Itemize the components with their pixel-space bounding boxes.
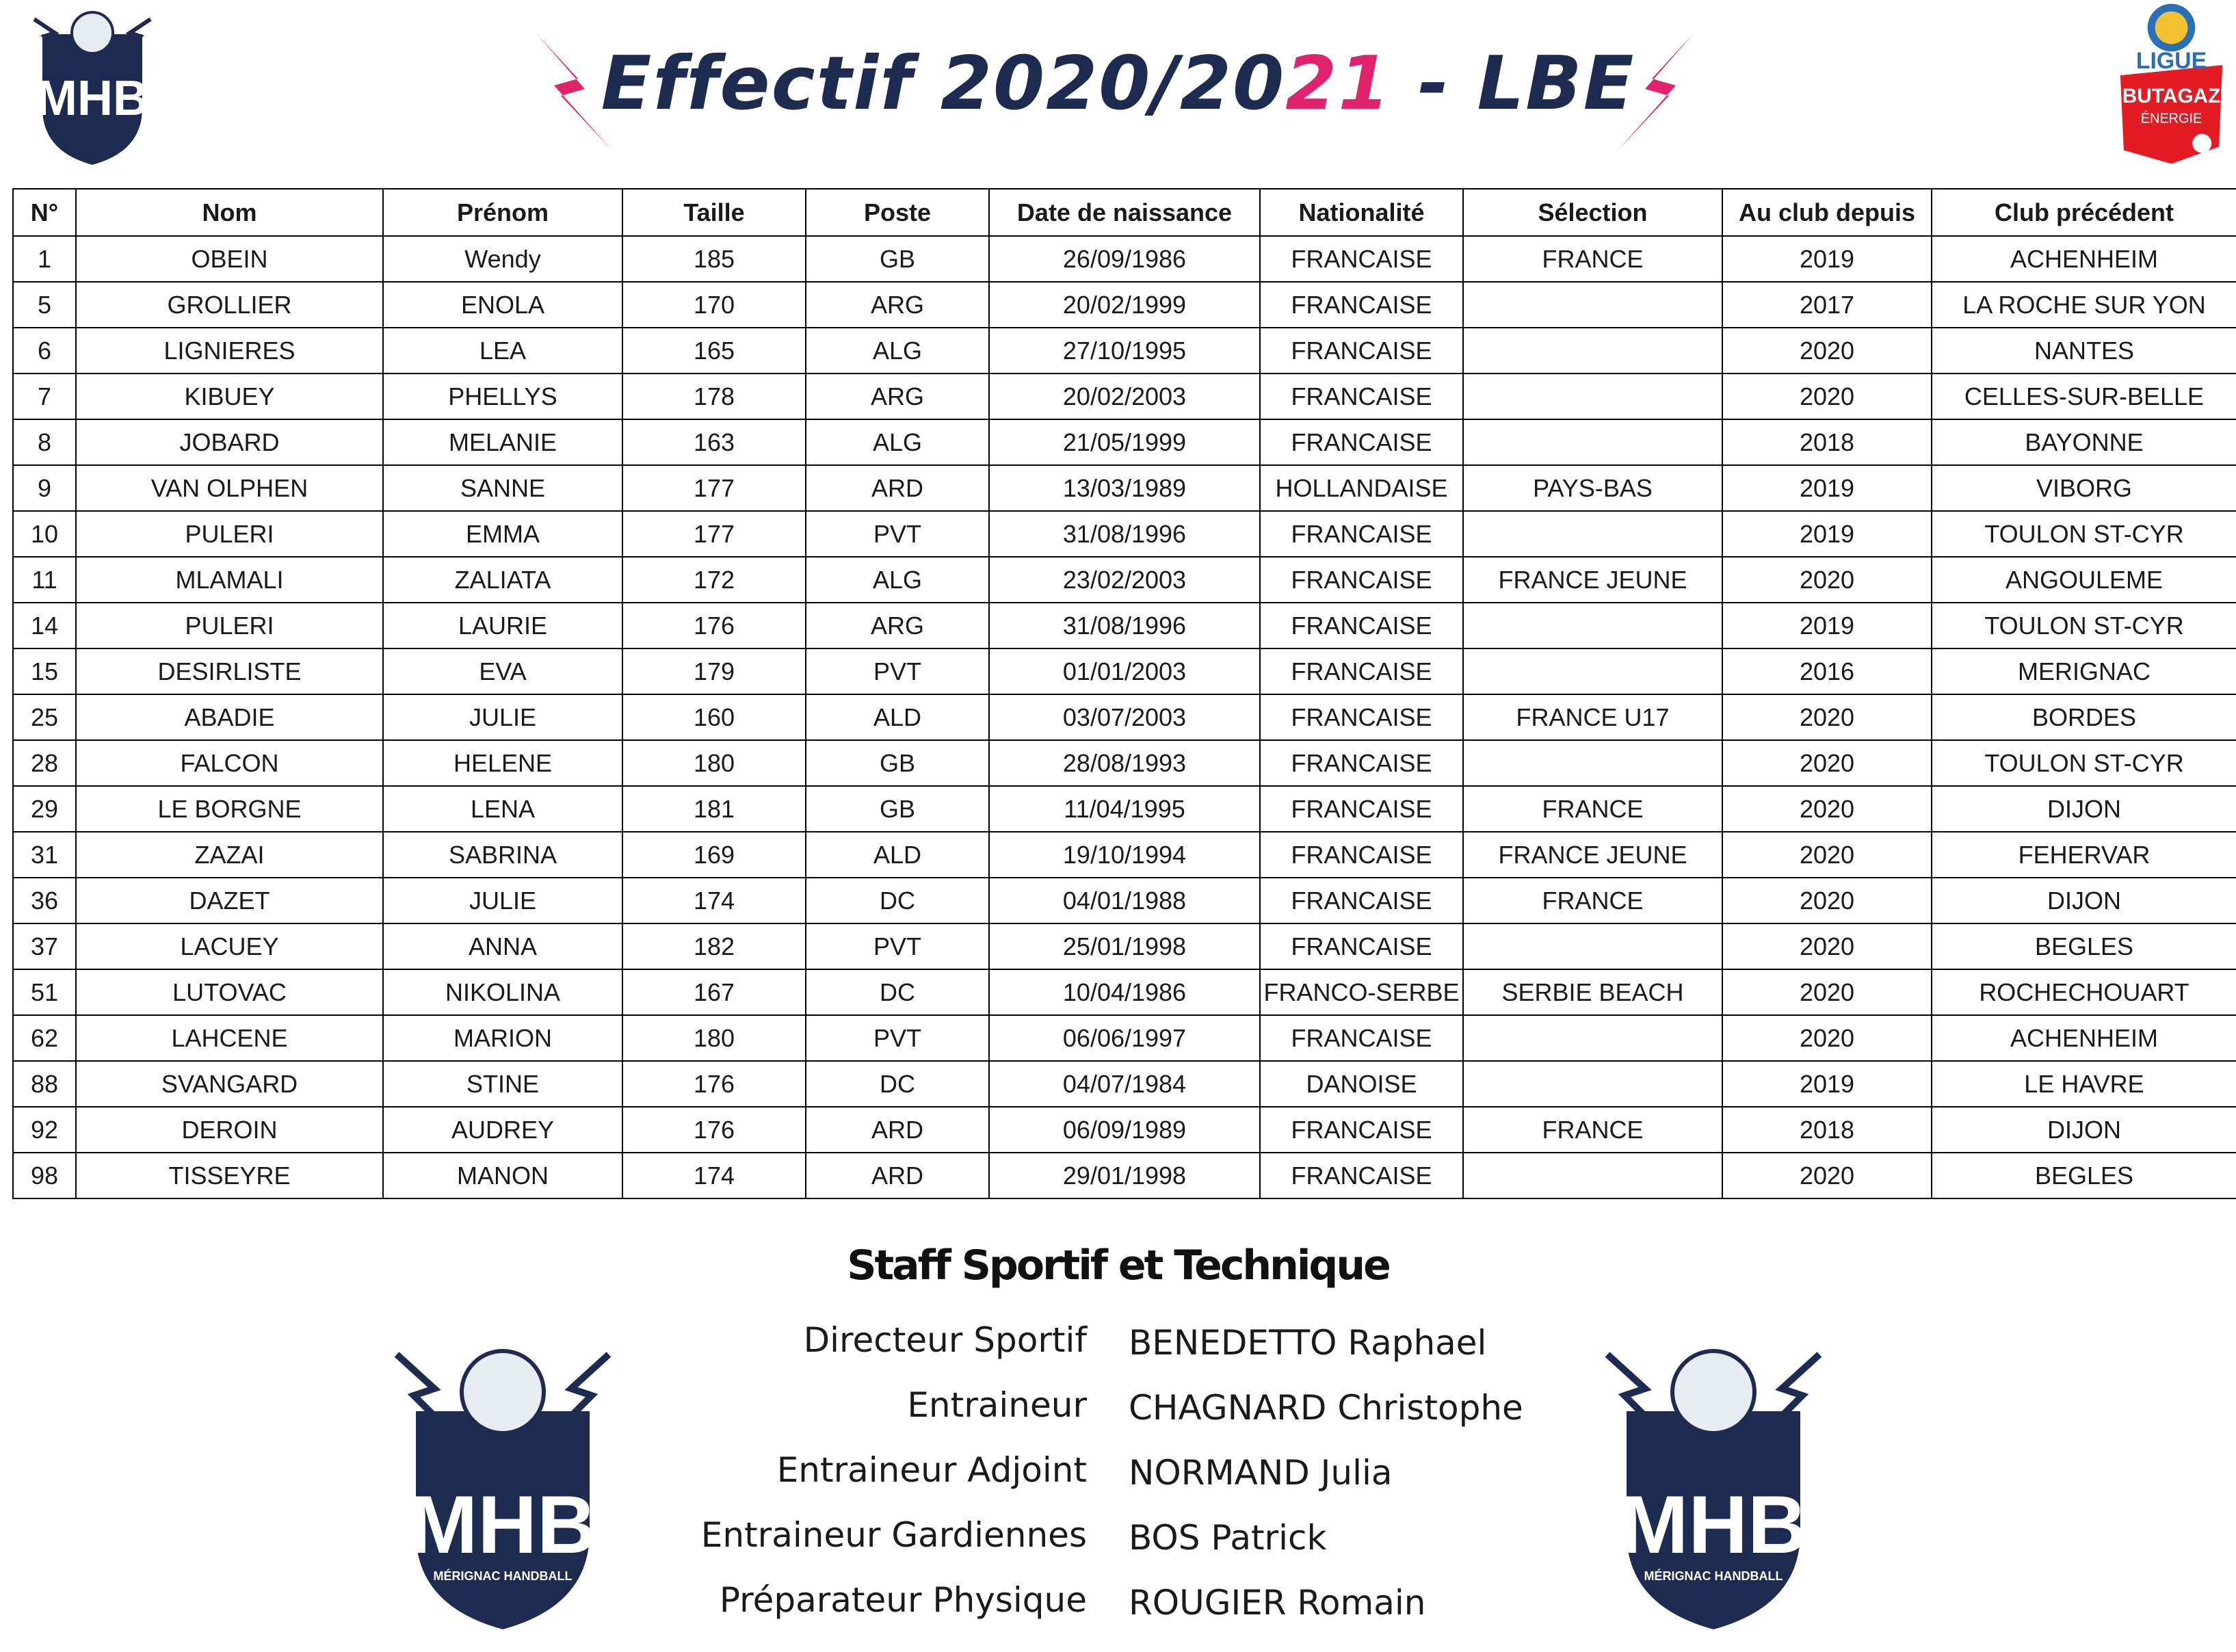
table-cell: PVT: [806, 923, 989, 969]
table-cell: 29/01/1998: [989, 1153, 1260, 1198]
table-cell: 11/04/1995: [989, 786, 1260, 832]
table-cell: FRANCAISE: [1260, 878, 1463, 923]
table-cell: 176: [622, 603, 806, 648]
table-cell: MANON: [383, 1153, 622, 1198]
table-cell: PVT: [806, 1015, 989, 1061]
table-cell: 23/02/2003: [989, 557, 1260, 603]
table-row: [13, 511, 2236, 557]
table-cell: DC: [806, 969, 989, 1015]
table-row: [13, 878, 2236, 923]
table-cell: PHELLYS: [383, 373, 622, 419]
table-cell: 21/05/1999: [989, 419, 1260, 465]
table-cell: 179: [622, 648, 806, 694]
table-cell: GB: [806, 740, 989, 786]
table-cell: 62: [13, 1015, 76, 1061]
table-cell: DIJON: [1932, 786, 2236, 832]
table-cell: 37: [13, 923, 76, 969]
table-cell: ARD: [806, 1107, 989, 1153]
table-cell: 28/08/1993: [989, 740, 1260, 786]
column-header: N°: [13, 189, 76, 236]
table-row: [13, 236, 2236, 282]
club-logo: [1604, 1334, 1823, 1635]
page-title: [0, 41, 2236, 127]
title-suffix: - LBE: [1391, 41, 1635, 127]
roster-body: [13, 236, 2236, 1198]
table-cell: EMMA: [383, 511, 622, 557]
staff-role: Entraineur Gardiennes: [700, 1515, 1087, 1555]
table-cell: [1463, 923, 1722, 969]
staff-name: BOS Patrick: [1129, 1518, 1327, 1558]
table-cell: PVT: [806, 511, 989, 557]
table-cell: LE HAVRE: [1932, 1061, 2236, 1107]
table-cell: 26/09/1986: [989, 236, 1260, 282]
table-cell: 36: [13, 878, 76, 923]
table-cell: FRANCAISE: [1260, 923, 1463, 969]
table-cell: 11: [13, 557, 76, 603]
table-cell: SANNE: [383, 465, 622, 511]
table-row: [13, 603, 2236, 648]
table-cell: JOBARD: [76, 419, 383, 465]
table-row: [13, 419, 2236, 465]
table-cell: LIGNIERES: [76, 328, 383, 373]
table-cell: 176: [622, 1107, 806, 1153]
table-cell: BAYONNE: [1932, 419, 2236, 465]
table-cell: FRANCAISE: [1260, 373, 1463, 419]
table-cell: [1463, 419, 1722, 465]
table-cell: [1463, 511, 1722, 557]
table-cell: FRANCAISE: [1260, 740, 1463, 786]
table-cell: 172: [622, 557, 806, 603]
table-cell: 29: [13, 786, 76, 832]
table-cell: 182: [622, 923, 806, 969]
table-cell: [1463, 648, 1722, 694]
table-cell: 2019: [1722, 1061, 1932, 1107]
table-cell: DAZET: [76, 878, 383, 923]
table-cell: 2020: [1722, 969, 1932, 1015]
header-row: [13, 189, 2236, 236]
staff-name: NORMAND Julia: [1129, 1453, 1393, 1493]
table-cell: MERIGNAC: [1932, 648, 2236, 694]
table-cell: [1463, 740, 1722, 786]
table-cell: DEROIN: [76, 1107, 383, 1153]
table-cell: EVA: [383, 648, 622, 694]
table-cell: 177: [622, 465, 806, 511]
table-cell: LE BORGNE: [76, 786, 383, 832]
table-cell: 9: [13, 465, 76, 511]
table-cell: 180: [622, 740, 806, 786]
table-cell: PULERI: [76, 603, 383, 648]
table-cell: FRANCAISE: [1260, 832, 1463, 878]
table-cell: 176: [622, 1061, 806, 1107]
table-cell: 165: [622, 328, 806, 373]
table-row: [13, 694, 2236, 740]
column-header: Poste: [806, 189, 989, 236]
table-cell: FRANCAISE: [1260, 1015, 1463, 1061]
table-cell: 14: [13, 603, 76, 648]
table-cell: FRANCE JEUNE: [1463, 557, 1722, 603]
table-cell: FRANCAISE: [1260, 419, 1463, 465]
table-cell: MARION: [383, 1015, 622, 1061]
table-cell: 174: [622, 878, 806, 923]
club-logo-subtitle: MÉRIGNAC HANDBALL: [433, 1569, 573, 1583]
table-cell: 2016: [1722, 648, 1932, 694]
table-cell: ARD: [806, 465, 989, 511]
table-cell: FRANCAISE: [1260, 603, 1463, 648]
table-cell: FRANCE: [1463, 236, 1722, 282]
table-cell: JULIE: [383, 694, 622, 740]
table-cell: STINE: [383, 1061, 622, 1107]
table-cell: FRANCAISE: [1260, 557, 1463, 603]
table-cell: ARG: [806, 282, 989, 328]
table-cell: TOULON ST-CYR: [1932, 511, 2236, 557]
table-cell: FRANCAISE: [1260, 236, 1463, 282]
table-cell: PULERI: [76, 511, 383, 557]
table-cell: 2020: [1722, 923, 1932, 969]
table-row: [13, 832, 2236, 878]
table-cell: 19/10/1994: [989, 832, 1260, 878]
table-cell: LA ROCHE SUR YON: [1932, 282, 2236, 328]
table-cell: ALD: [806, 832, 989, 878]
table-cell: GB: [806, 786, 989, 832]
table-cell: 178: [622, 373, 806, 419]
table-cell: FRANCAISE: [1260, 786, 1463, 832]
ligue-logo-line-3: ÉNERGIE: [2140, 111, 2202, 127]
table-cell: HOLLANDAISE: [1260, 465, 1463, 511]
table-cell: ZAZAI: [76, 832, 383, 878]
table-cell: SABRINA: [383, 832, 622, 878]
table-cell: 27/10/1995: [989, 328, 1260, 373]
table-cell: DIJON: [1932, 878, 2236, 923]
club-logo-text: MHB: [36, 71, 148, 126]
staff-role: Directeur Sportif: [803, 1320, 1087, 1360]
table-cell: LAHCENE: [76, 1015, 383, 1061]
table-cell: 13/03/1989: [989, 465, 1260, 511]
table-cell: [1463, 1153, 1722, 1198]
column-header: Nom: [76, 189, 383, 236]
table-cell: 2020: [1722, 1153, 1932, 1198]
table-cell: 2020: [1722, 878, 1932, 923]
table-cell: 98: [13, 1153, 76, 1198]
table-cell: BEGLES: [1932, 923, 2236, 969]
table-cell: 2018: [1722, 1107, 1932, 1153]
table-cell: 167: [622, 969, 806, 1015]
table-cell: FRANCE: [1463, 878, 1722, 923]
table-cell: NANTES: [1932, 328, 2236, 373]
table-cell: [1463, 328, 1722, 373]
table-cell: 2020: [1722, 740, 1932, 786]
table-cell: TOULON ST-CYR: [1932, 603, 2236, 648]
table-cell: ACHENHEIM: [1932, 236, 2236, 282]
table-cell: MLAMALI: [76, 557, 383, 603]
table-cell: CELLES-SUR-BELLE: [1932, 373, 2236, 419]
table-cell: BORDES: [1932, 694, 2236, 740]
table-cell: Wendy: [383, 236, 622, 282]
table-cell: ABADIE: [76, 694, 383, 740]
table-row: [13, 786, 2236, 832]
roster-header: [13, 189, 2236, 236]
table-cell: DIJON: [1932, 1107, 2236, 1153]
table-row: [13, 1107, 2236, 1153]
table-cell: DESIRLISTE: [76, 648, 383, 694]
table-cell: MELANIE: [383, 419, 622, 465]
table-cell: 92: [13, 1107, 76, 1153]
staff-name: ROUGIER Romain: [1129, 1583, 1426, 1623]
table-cell: ANGOULEME: [1932, 557, 2236, 603]
table-cell: 04/07/1984: [989, 1061, 1260, 1107]
column-header: Prénom: [383, 189, 622, 236]
table-cell: PVT: [806, 648, 989, 694]
table-cell: TOULON ST-CYR: [1932, 740, 2236, 786]
table-cell: FRANCAISE: [1260, 328, 1463, 373]
table-cell: ALG: [806, 419, 989, 465]
table-row: [13, 557, 2236, 603]
table-cell: ALG: [806, 557, 989, 603]
table-cell: 163: [622, 419, 806, 465]
table-cell: SVANGARD: [76, 1061, 383, 1107]
table-row: [13, 969, 2236, 1015]
table-cell: FEHERVAR: [1932, 832, 2236, 878]
table-cell: LENA: [383, 786, 622, 832]
table-cell: ARG: [806, 373, 989, 419]
table-row: [13, 465, 2236, 511]
table-cell: LEA: [383, 328, 622, 373]
table-cell: 2020: [1722, 694, 1932, 740]
table-cell: VIBORG: [1932, 465, 2236, 511]
table-cell: [1463, 1061, 1722, 1107]
table-cell: [1463, 373, 1722, 419]
table-cell: 174: [622, 1153, 806, 1198]
table-row: [13, 328, 2236, 373]
table-cell: 181: [622, 786, 806, 832]
table-row: [13, 1061, 2236, 1107]
table-cell: 10/04/1986: [989, 969, 1260, 1015]
table-cell: ROCHECHOUART: [1932, 969, 2236, 1015]
table-cell: 31: [13, 832, 76, 878]
ligue-logo-line-2: BUTAGAZ: [2122, 84, 2221, 107]
table-cell: 2020: [1722, 786, 1932, 832]
table-cell: 2019: [1722, 603, 1932, 648]
table-cell: 2019: [1722, 236, 1932, 282]
table-cell: FRANCAISE: [1260, 282, 1463, 328]
table-cell: 03/07/2003: [989, 694, 1260, 740]
table-cell: 2020: [1722, 1015, 1932, 1061]
column-header: Au club depuis: [1722, 189, 1932, 236]
table-cell: [1463, 603, 1722, 648]
table-cell: FRANCE: [1463, 786, 1722, 832]
table-cell: FRANCE JEUNE: [1463, 832, 1722, 878]
table-cell: 180: [622, 1015, 806, 1061]
table-cell: DANOISE: [1260, 1061, 1463, 1107]
table-cell: 06/06/1997: [989, 1015, 1260, 1061]
table-cell: GB: [806, 236, 989, 282]
table-cell: FRANCAISE: [1260, 511, 1463, 557]
staff-role: Entraineur Adjoint: [776, 1450, 1087, 1490]
table-cell: DC: [806, 1061, 989, 1107]
table-cell: FRANCE U17: [1463, 694, 1722, 740]
table-cell: 28: [13, 740, 76, 786]
table-cell: 04/01/1988: [989, 878, 1260, 923]
table-row: [13, 373, 2236, 419]
table-cell: 2019: [1722, 465, 1932, 511]
table-row: [13, 648, 2236, 694]
table-cell: FRANCO-SERBE: [1260, 969, 1463, 1015]
table-cell: 5: [13, 282, 76, 328]
table-cell: 06/09/1989: [989, 1107, 1260, 1153]
table-cell: 1: [13, 236, 76, 282]
table-cell: ARG: [806, 603, 989, 648]
table-cell: KIBUEY: [76, 373, 383, 419]
ligue-logo: [2107, 0, 2236, 171]
table-cell: BEGLES: [1932, 1153, 2236, 1198]
table-cell: FRANCAISE: [1260, 648, 1463, 694]
table-cell: LACUEY: [76, 923, 383, 969]
ligue-logo-line-1: LIGUE: [2135, 48, 2207, 75]
table-cell: JULIE: [383, 878, 622, 923]
table-cell: 31/08/1996: [989, 603, 1260, 648]
table-cell: ACHENHEIM: [1932, 1015, 2236, 1061]
column-header: Date de naissance: [989, 189, 1260, 236]
table-cell: 2020: [1722, 373, 1932, 419]
table-row: [13, 740, 2236, 786]
table-cell: ENOLA: [383, 282, 622, 328]
table-cell: FRANCAISE: [1260, 1153, 1463, 1198]
table-cell: SERBIE BEACH: [1463, 969, 1722, 1015]
table-cell: HELENE: [383, 740, 622, 786]
club-logo-text: MHB: [1620, 1479, 1807, 1571]
table-cell: ALD: [806, 694, 989, 740]
table-cell: LUTOVAC: [76, 969, 383, 1015]
column-header: Nationalité: [1260, 189, 1463, 236]
table-cell: 7: [13, 373, 76, 419]
table-cell: 2020: [1722, 832, 1932, 878]
table-cell: 160: [622, 694, 806, 740]
table-cell: [1463, 282, 1722, 328]
staff-name: BENEDETTO Raphael: [1129, 1323, 1487, 1363]
table-cell: 20/02/1999: [989, 282, 1260, 328]
table-row: [13, 1153, 2236, 1198]
table-cell: [1463, 1015, 1722, 1061]
table-cell: 177: [622, 511, 806, 557]
table-cell: FALCON: [76, 740, 383, 786]
table-cell: 2020: [1722, 328, 1932, 373]
title-accent: 21: [1285, 41, 1391, 127]
table-cell: ALG: [806, 328, 989, 373]
title-main: Effectif 2020/20: [601, 41, 1286, 127]
staff-name: CHAGNARD Christophe: [1129, 1388, 1523, 1428]
staff-role: Entraineur: [907, 1385, 1087, 1425]
table-cell: NIKOLINA: [383, 969, 622, 1015]
table-cell: LAURIE: [383, 603, 622, 648]
club-logo-text: MHB: [409, 1479, 596, 1571]
table-cell: 2020: [1722, 557, 1932, 603]
table-cell: 170: [622, 282, 806, 328]
table-cell: 169: [622, 832, 806, 878]
roster-table: [12, 188, 2236, 1199]
table-cell: 15: [13, 648, 76, 694]
table-cell: 2019: [1722, 511, 1932, 557]
table-cell: PAYS-BAS: [1463, 465, 1722, 511]
table-cell: 51: [13, 969, 76, 1015]
table-cell: GROLLIER: [76, 282, 383, 328]
table-row: [13, 282, 2236, 328]
table-cell: DC: [806, 878, 989, 923]
table-cell: 88: [13, 1061, 76, 1107]
table-cell: FRANCAISE: [1260, 1107, 1463, 1153]
table-cell: VAN OLPHEN: [76, 465, 383, 511]
table-cell: OBEIN: [76, 236, 383, 282]
table-cell: FRANCAISE: [1260, 694, 1463, 740]
club-logo-subtitle: MÉRIGNAC HANDBALL: [1644, 1569, 1783, 1583]
table-cell: ANNA: [383, 923, 622, 969]
table-cell: 25/01/1998: [989, 923, 1260, 969]
club-logo: [393, 1334, 612, 1635]
table-cell: ZALIATA: [383, 557, 622, 603]
table-cell: 10: [13, 511, 76, 557]
table-cell: 185: [622, 236, 806, 282]
table-cell: 2018: [1722, 419, 1932, 465]
table-cell: 20/02/2003: [989, 373, 1260, 419]
table-cell: FRANCE: [1463, 1107, 1722, 1153]
column-header: Sélection: [1463, 189, 1722, 236]
column-header: Club précédent: [1932, 189, 2236, 236]
table-cell: 6: [13, 328, 76, 373]
table-cell: 2017: [1722, 282, 1932, 328]
table-row: [13, 923, 2236, 969]
table-cell: 25: [13, 694, 76, 740]
staff-title: Staff Sportif et Technique: [847, 1242, 1389, 1289]
table-cell: AUDREY: [383, 1107, 622, 1153]
table-cell: 31/08/1996: [989, 511, 1260, 557]
staff-role: Préparateur Physique: [719, 1580, 1087, 1620]
column-header: Taille: [622, 189, 806, 236]
table-cell: 8: [13, 419, 76, 465]
table-row: [13, 1015, 2236, 1061]
table-cell: TISSEYRE: [76, 1153, 383, 1198]
table-cell: 01/01/2003: [989, 648, 1260, 694]
lightning-bolt-icon: [1611, 31, 1707, 154]
table-cell: ARD: [806, 1153, 989, 1198]
